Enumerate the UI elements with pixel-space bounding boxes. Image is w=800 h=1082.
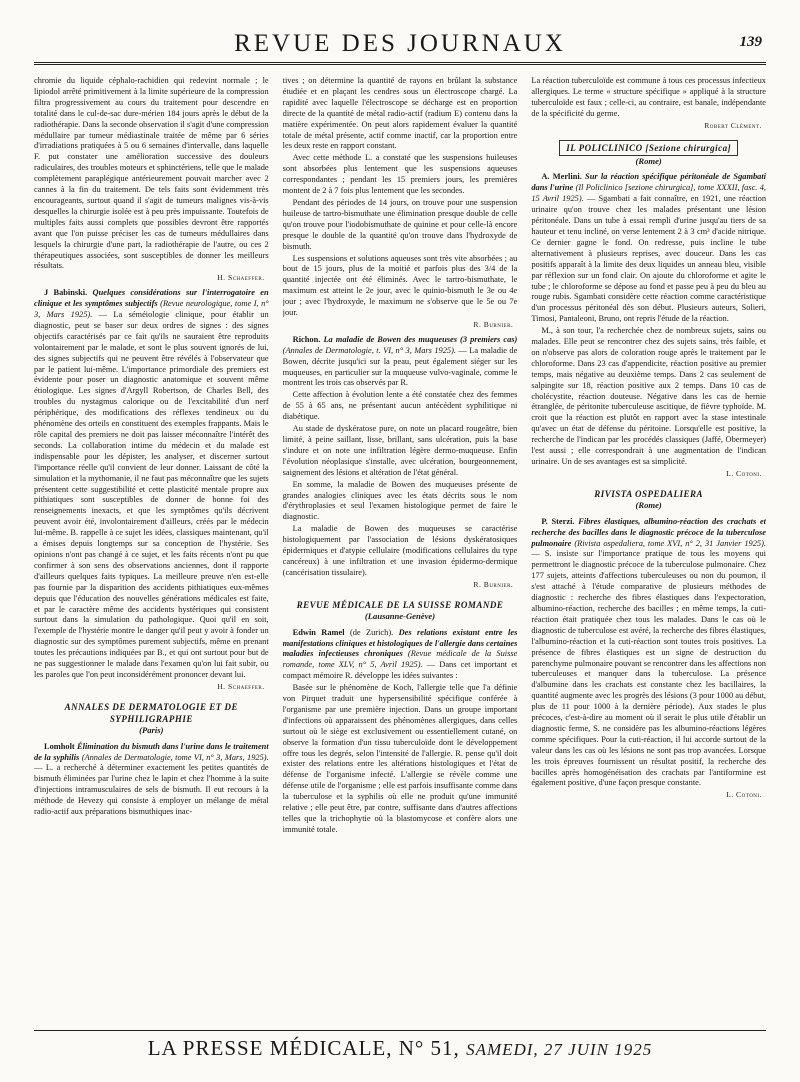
paragraph: chromie du liquide céphalo-rachidien qui redevint normale ; le lipiodol arrêté primitivement à la limite supérieure de la compression filtra progressivement au cours du traitement pour descendre en totalité dans le cul-de-sac dure-mérien 184 jours après le début de la radiothérapie. Dans la seconde observation il s'agit d'une compression médullaire par tumeur médiastinale traitée de même par 6 séries d'irradiations pratiquées à 5 ou 6 semaines d'intervalle, dans laquelle F. put constater une amélioration successive des douleurs radiculaires, des troubles moteurs et sphinctériens, telle que le malade complètement paraplégique antérieurement pouvait marcher avec 2 cannes à la fin du traitement. De tels faits sont évidemment très encourageants, surtout quand il s'agit de tumeurs malignes vis-à-vis desquelles la chirurgie isolée est à peu près impuissante. Toutefois de multiples faits aussi complets que possibles devront être rapportés avant que l'on puisse préciser les cas de tumeurs médullaires dans lesquels la chirurgie d'une part, la radiothérapie de l'autre, ou ces 2 thérapeutiques associées, sont susceptibles de donner les meilleurs résultats. [34,76,269,271]
article-title: Fibres élastiques, albumino-réaction des crachats et recherche des bacilles dans le diagnostic précoce de la tuberculose pulmonaire [531,516,766,548]
signature: L. Cotoni. [726,790,762,800]
column-2 [283,76,518,1022]
page-number: 139 [739,34,762,50]
citation: (Annales de Dermatologie, t. VI, n° 3, Mars 1925). [282,345,456,355]
signature: H. Schaeffer. [217,273,265,283]
footer-rule [34,1030,766,1031]
abstract-sterzi [531,517,766,790]
section-title [531,140,766,156]
article-title: La maladie de Bowen des muqueuses (3 premiers cas) [323,334,518,344]
section-title: ANNALES DE DERMATOLOGIE ET DE SYPHILIGRAPHIE [64,701,239,724]
section-location: (Rome) [635,499,662,510]
abstract-text: — La maladie de Bowen, décrite jusqu'ici sur la peau, peut également siéger sur les muqueuses, en particulier sur la muqueuse vulvo-vaginale, comme le montrent les trois cas observés par R. [282,345,518,388]
paragraph: La maladie de Bowen des muqueuses se caractérise histologiquement par l'association de lésions dyskératosiques épidermiques et d'atypie cellulaire (modifications cellulaires du type cancéreux) à une infiltration et une invasion épidermo-dermique (cancérisation tissulaire). [282,524,518,577]
footer-line [34,1036,766,1061]
signature: L. Cotoni. [726,468,762,478]
abstract-text: — S. insiste sur l'importance pratique de tous les moyens qui permettront le diagnostic précoce de la tuberculose pulmonaire. Chez 177 sujets, atteints d'affections tuberculeuses ou non du poumon, il s'est attaché à l'étude comparative de plusieurs méthodes de diagnostic : recherche des fibres élastiques dans l'expectoration, albumino-réaction, recherche des bacilles ; en même temps, la cuti-réaction était pratiquée chez tous les malades. Dans le cas où le diagnostic de tuberculose est avéré, la recherche des fibres élastiques, l'albumino-réaction et la cuti-réaction sont toutes trois positives. La présence de fibres élastiques est un signe de destruction du parenchyme pulmonaire pouvant se rencontrer dans les affections non tuberculeuses et manquer dans la tuberculose. La présence d'albumine dans les crachats est constante chez les bacillaires, la quantité augmente avec les progrès des lésions (3 pour 1000 au début, plus de 11 pour 1000 à la dernière période). Aux stades le plus précoces, c'est-à-dire au moment où il serait le plus utile d'établir un diagnostic ferme, S. ne considère pas les albumino-réactions légères comme spécifiques. Pour la cuti-réaction, il lui accorde surtout de la valeur dans les cas où les lésions ne sont pas trop avancées. Lorsque les trois épreuves fournissent un résultat positif, la recherche des bacilles après homogénéisation des crachats par l'antiformine est également positive, d'une façon presque constante. [531,549,766,788]
abstract-babinski [34,288,269,681]
section-title-box: IL POLICLINICO [Sezione chirurgica] [559,140,738,156]
column-3 [531,76,766,1022]
signature: R. Burnier. [473,579,514,589]
citation: (Revue médicale de la Suisse romande, tome XLV, n° 5, Avril 1925). [282,649,518,670]
section-location: (Paris) [139,724,164,735]
abstract-text: — La séméiologie clinique, pour établir un diagnostic, peut se baser sur deux ordres de signes : des signes objectifs caractérisés par ce fait qu'ils ne sauraient être reproduits volontairement par le malade, et sont le plus souvent ignorés de lui, des signes subjectifs qui ne peuvent être révélés à l'observateur que par le patient lui-même. L'importance primordiale des premiers est évidente pour poser un diagnostic anatomique et souvent même étiologique. Les signes d'Argyll Robertson, de Charles Bell, des troubles du nystagmus calorique ou de l'excitabilité d'un nerf périphérique, des modifications des réflexes tendineux ou du phénomène des orteils en constituent des exemples frappants. Mais le rôle capital des premiers ne doit pas laisser méconnaître l'intérêt des seconds. La collaboration intime du médecin et du malade est indispensable pour les dépister, les analyser, et discerner surtout l'importance réelle qu'il convient de leur donner. Laissant de côté la simulation et la mythomanie, il ne faut pas méconnaître que les sujets présentent cette suggestibilité et cette plasticité mentale propre aux pithiatiques sont susceptibles de donner de bonne foi des renseignements inexacts, et que les symptômes qu'ils décrivent peuvent avoir été, involontairement d'ailleurs, créés par le médecin lui-même. B. rappelle à ce sujet les idées, classiques maintenant, qu'il a émises depuis longtemps sur sa conception de l'hystérie. Ses opinions n'ont pas changé à ce sujet, et les faits récents n'ont pu que confirmer à son sens des observations anciennes, dont il rapporte d'ailleurs quelques faits typiques. La meilleure preuve n'en est-elle pas fournie par la disparition des accidents pithiatiques eux-mêmes depuis que l'éducation des nouvelles générations médicales est faite, et par le caractère même des accidents hystériques qui consistent surtout dans la simulation du pathologique. Quoi qu'il en soit, l'exemple de l'hystérie montre le danger qu'il peut y avoir à fonder un diagnostic sur des symptômes purement subjectifs, même en prenant toutes les précautions indiquées par B., et qui ont surtout pour but de ne pas suggestionner le malade dans l'examen qu'on lui fait subir, ou les paroles que l'on peut inconsidérément prononcer devant lui. [34,310,269,679]
section-location: (Rome) [635,155,662,166]
paragraph: La réaction tuberculoïde est commune à tous ces processus infectieux allergiques. Le terme « structure spécifique » appliqué à la structure tuberculoïde est faux ; celle-ci, au contraire, est banale, indépendante de la spécificité du germe. [531,76,766,118]
abstract-merlini [531,172,766,325]
paragraph: Avec cette méthode L. a constaté que les suspensions huileuses sont absorbées plus lentement que les suspensions aqueuses correspondantes ; pendant les 15 premiers jours, les premières montent de 2 à 7 fois plus lentement que les secondes. [282,153,518,196]
author: P. Sterzi. [541,516,575,526]
author: Richon. [292,334,321,344]
signature: Robert Clément. [704,120,762,130]
citation: (Rivista ospedaliera, tome XVI, n° 2, 31 Janvier 1925). [574,538,766,548]
paragraph: Cette affection à évolution lente a été constatée chez des femmes de 55 à 65 ans, ne présentant aucun antécédent syphilitique ni diabétique. [282,390,518,422]
abstract-ramel [283,628,518,683]
running-title: REVUE DES JOURNAUX [234,30,566,57]
paragraph: Les suspensions et solutions aqueuses sont très vite absorbées ; au bout de 15 jours, plus de la moitié et parfois plus des 3/4 de la quantité injectée ont été éliminés. Avec le tartro-bismuthate, le maximum est atteint le 2e jour, avec le quinio-bismuth le 3e ou 4e jour ; avec l'hydroxyde, le maximum ne s'observe que le 5e ou 7e jour. [282,253,518,318]
article-columns [34,76,766,1022]
section-title: REVUE MÉDICALE DE LA SUISSE ROMANDE [296,599,504,610]
paragraph: Basée sur le phénomène de Koch, l'allergie telle que l'a définie von Pirquet traduit une hypersensibilité spécifique conférée à l'organisme par une première injection. Dans un groupe important d'infections où apparaissent des phénomènes allergiques, dans celles surtout où le siège est exclusivement ou essentiellement cutané, on observe la formation d'un tissu tuberculoïde dont le développement offre tous les degrés, selon l'intensité de l'allergie. R. pense qu'il doit exister des relations entre les altérations histologiques et l'état de défense de l'organisme infecté. L'allergie se révèle comme une défense utile de l'organisme ; elle est parfois insuffisante comme dans la tuberculose et la syphilis où elle ne produit qu'une immunité relative ; elle peut être, par contre, suffisante dans d'autres affections telles que la trichophytie où la blastomycose et confère alors une immunité totale. [282,683,518,834]
abstract-text: — Dans cet important et compact mémoire R. développe les idées suivantes : [282,660,518,681]
page-header [34,28,766,66]
paragraph: Au stade de dyskératose pure, on note un placard rougeâtre, bien limité, à peine saillant, lisse, brillant, sans ulcération, puis la base s'indure et on note une infiltration légère dermo-muqueuse. Enfin l'évolution néoplasique s'installe, avec ulcération, bourgeonnement, saignement des lésions et altération de l'état général. [282,424,518,477]
paragraph: tives ; on détermine la quantité de rayons en brûlant la substance étudiée et en plaçant les cendres sous un électroscope chargé. La rapidité avec laquelle l'électroscope se décharge est en proportion directe de la quantité de métal radio-actif (radium E) contenu dans la matière expérimentée. On peut alors rapidement évaluer la quantité totale de métal présente, actif comme inactif, car la proportion entre les deux reste en rapport constant. [282,76,518,151]
paragraph: En somme, la maladie de Bowen des muqueuses présente de grandes analogies cliniques avec les états décrits sous le nom d'érythroplasies et seul l'examen histologique permet de faire le diagnostic. [282,479,518,522]
author-affiliation: (de Zurich). [349,627,394,637]
column-1 [34,76,269,1022]
author: Edwin Ramel [292,627,345,637]
abstract-text: — Sgambati a fait connaître, en 1921, une réaction urinaire qu'on trouve chez les malades présentant une lésion péritonéale. Dans un tube à essai rempli d'urine jusqu'au tiers de sa hauteur et tenu incliné, on verse lentement 2 à 3 cm³ d'acide nitrique. Ce dernier gagne le fond. On redresse, puis incline le tube alternativement à plusieurs reprises, avec douceur. Dans les cas positifs apparaît à la limite des deux liquides un anneau bleu, visible par réflexion sur un fond clair. On ajoute du chloroforme et agite le tube ; le chloroforme se dépose au fond et passe peu à peu du bleu au rouge rubis. Sgambati considère cette réaction comme caractéristique d'un processus péritonéal dès son début. Plusieurs auteurs, Solieri, Timosi, Pantaleoni, Bruno, ont repris l'étude de la réaction. [531,194,766,324]
citation: (Il Policlinico [sezione chirurgica], tome XXXII, fasc. 4, 15 Avril 1925). [531,183,766,204]
abstract-richon [283,335,518,390]
journal-issue: LA PRESSE MÉDICALE, N° 51, [147,1036,460,1060]
article-title: Quelques considérations sur l'interrogatoire en clinique et les symptômes subjectifs [34,288,269,309]
paragraph: Pendant des périodes de 14 jours, on trouve pour une suspension huileuse de tartro-bismuthate une élimination presque double de celle qu'on trouve pour l'iodobismuthate de quinine et pour celle-là encore presque le double de la quantité qu'on trouve dans l'hydroxyde de bismuth. [282,197,518,251]
article-title: Sur la réaction spécifique péritonéale de Sgambati dans l'urine [531,172,766,193]
citation: (Revue neurologique, tome I, n° 3, Mars 1925). [34,299,269,320]
article-title: Élimination du bismuth dans l'urine dans le traitement de la syphilis [34,741,269,762]
author: A. Merlini. [541,172,582,182]
section-title: RIVISTA OSPEDALIERA [594,488,704,499]
signature: H. Schaeffer. [217,681,265,691]
issue-date: SAMEDI, 27 JUIN 1925 [466,1040,653,1059]
page-footer [34,1030,766,1066]
author: Lomholt [44,741,75,751]
section-location: (Lausanne-Genève) [364,610,436,621]
header-rule [34,62,766,65]
abstract-text: — L. a recherché à déterminer exactement les petites quantités de bismuth éliminées par l'urine chez le lapin et chez l'homme à la suite d'injections intramusculaires de sels de bismuth. Il eut recours à la méthode de Hevezy qui consiste à employer un mélange de métal radio-actif aux préparations bismuthiques inac- [34,763,269,817]
citation: (Annales de Dermatologie, tome VI, n° 3, Mars, 1925). [81,752,269,762]
paragraph: M., à son tour, l'a recherchée chez de nombreux sujets, sains ou malades. Elle peut se rencontrer chez des sujets sains, très faible, et on n'observe pas alors de coloration rouge après le traitement par le chloroforme. Dans 23 cas d'appendicite, réaction positive au premier temps, mais négative au deuxième temps. Dans 2 cas seulement de salpingite sur 18, réaction positive aux 2 temps. Dans 10 cas de cholécystite, réaction douteuse. Négative dans les cas de hernie étranglée, de péritonite tuberculeuse ascitique, de fièvre typhoïde. M. croit que la réaction est plutôt en rapport avec la stase intestinale qu'avec un état de défense du péritoine. Lorsqu'elle est positive, la recherche de l'indican par les procédés classiques (Jaffé, Obermeyer) l'est aussi ; elle correspondrait à une augmentation de l'indican urinaire. Un de ses avantages est sa simplicité. [531,326,766,466]
signature: R. Burnier. [473,319,514,329]
article-title: Des relations existant entre les manifestations cliniques et histologiques de l'allergie dans certaines maladies infectieuses chroniques [282,627,518,659]
author: J Babinski. [44,288,88,298]
abstract-lomholt [34,742,269,818]
